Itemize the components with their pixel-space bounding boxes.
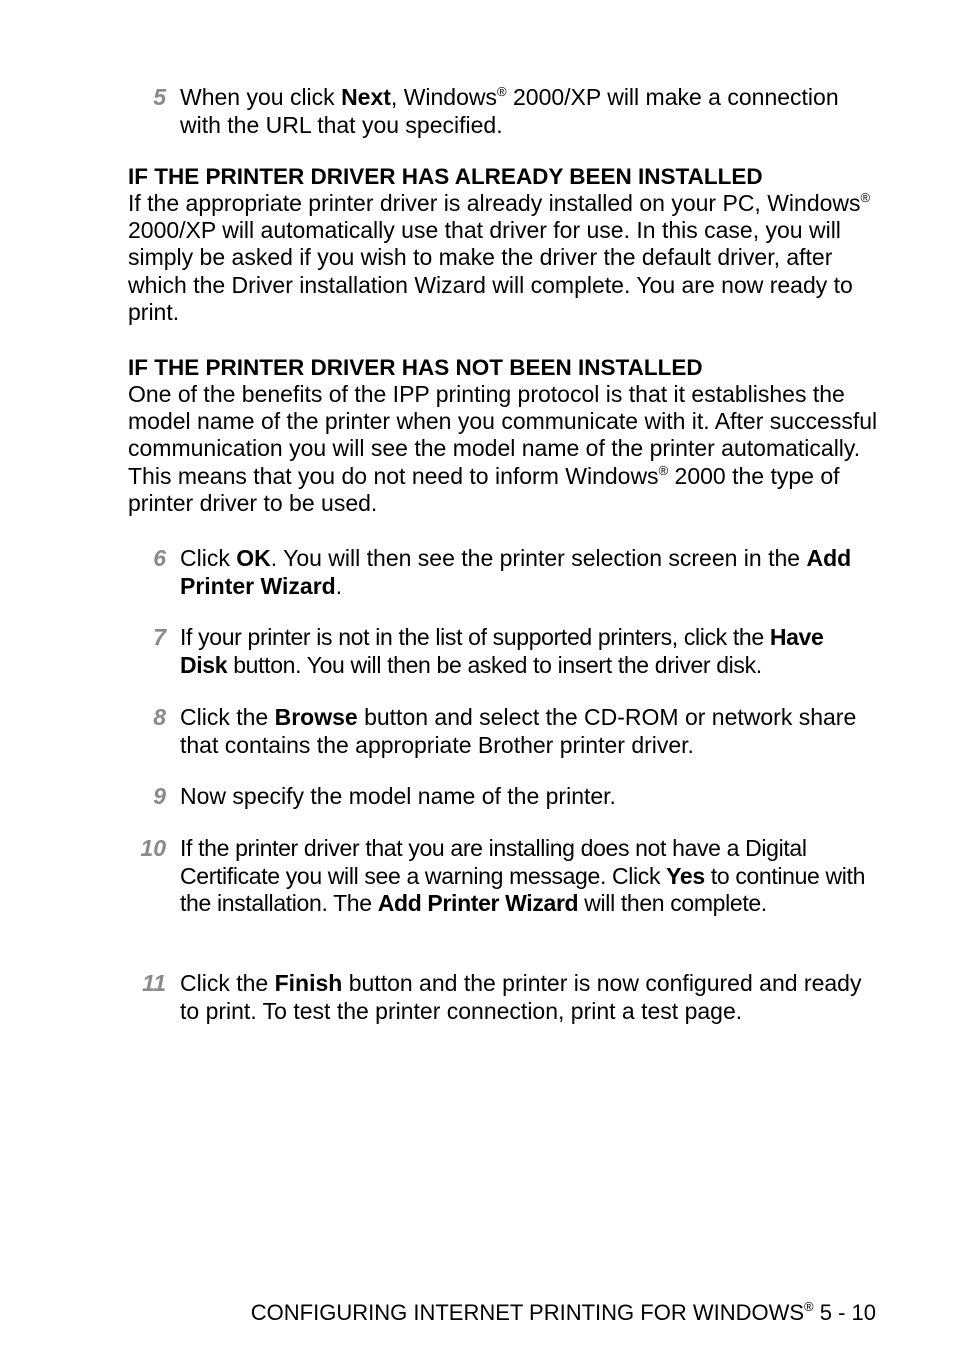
page-footer [251,1299,876,1327]
footer-page-number: 5 - 10 [813,1300,876,1325]
registered-mark: ® [658,462,669,478]
step-text: If your printer is not in the list of supported printers, click the Have Disk button. You will then be asked to insert the driver disk. [180,624,824,678]
step-number: 8 [153,704,166,730]
step-text: Click the Browse button and select the CD-ROM or network share that contains the appropriate Brother printer driver. [180,704,857,758]
step-number: 11 [142,970,166,996]
step-number: 10 [140,835,166,861]
section-body: One of the benefits of the IPP printing protocol is that it establishes the model name of the printer when you communicate with it. After successful communication you will see the model name of the printer automatically. This means that you do not need to inform Windows® 2000 the type of printer driver to be used. [128,381,878,516]
footer-chapter-title: CONFIGURING INTERNET PRINTING FOR WINDOWS [250,1300,805,1325]
section-not-installed [128,354,878,517]
step-text: Click OK. You will then see the printer selection screen in the Add Printer Wizard. [180,545,852,599]
registered-mark: ® [497,84,507,99]
step-text: When you click Next, Windows® 2000/XP will make a connection with the URL that you specified. [180,84,839,138]
step-number: 5 [153,84,166,110]
step-number: 9 [153,783,166,809]
step-text: Click the Finish button and the printer is now configured and ready to print. To test the printer connection, print a test page. [180,970,862,1024]
section-heading: IF THE PRINTER DRIVER HAS NOT BEEN INSTALLED [128,355,703,380]
step-text: If the printer driver that you are installing does not have a Digital Certificate you will see a warning message. Click Yes to continue with the installation. The Add Printer Wizard will then complete. [180,835,866,916]
registered-mark: ® [804,1299,814,1314]
section-already-installed [128,163,878,326]
section-body: If the appropriate printer driver is already installed on your PC, Windows® 2000/XP will automatically use that driver for use. In this case, you will simply be asked if you wish to make the driver the default driver, after which the Driver installation Wizard will complete. You are now ready to print. [128,190,871,325]
step-number: 7 [153,624,166,650]
registered-mark: ® [860,190,871,205]
step-number: 6 [153,545,166,571]
section-heading: IF THE PRINTER DRIVER HAS ALREADY BEEN INSTALLED [128,164,763,189]
step-text: Now specify the model name of the printer. [180,783,616,809]
